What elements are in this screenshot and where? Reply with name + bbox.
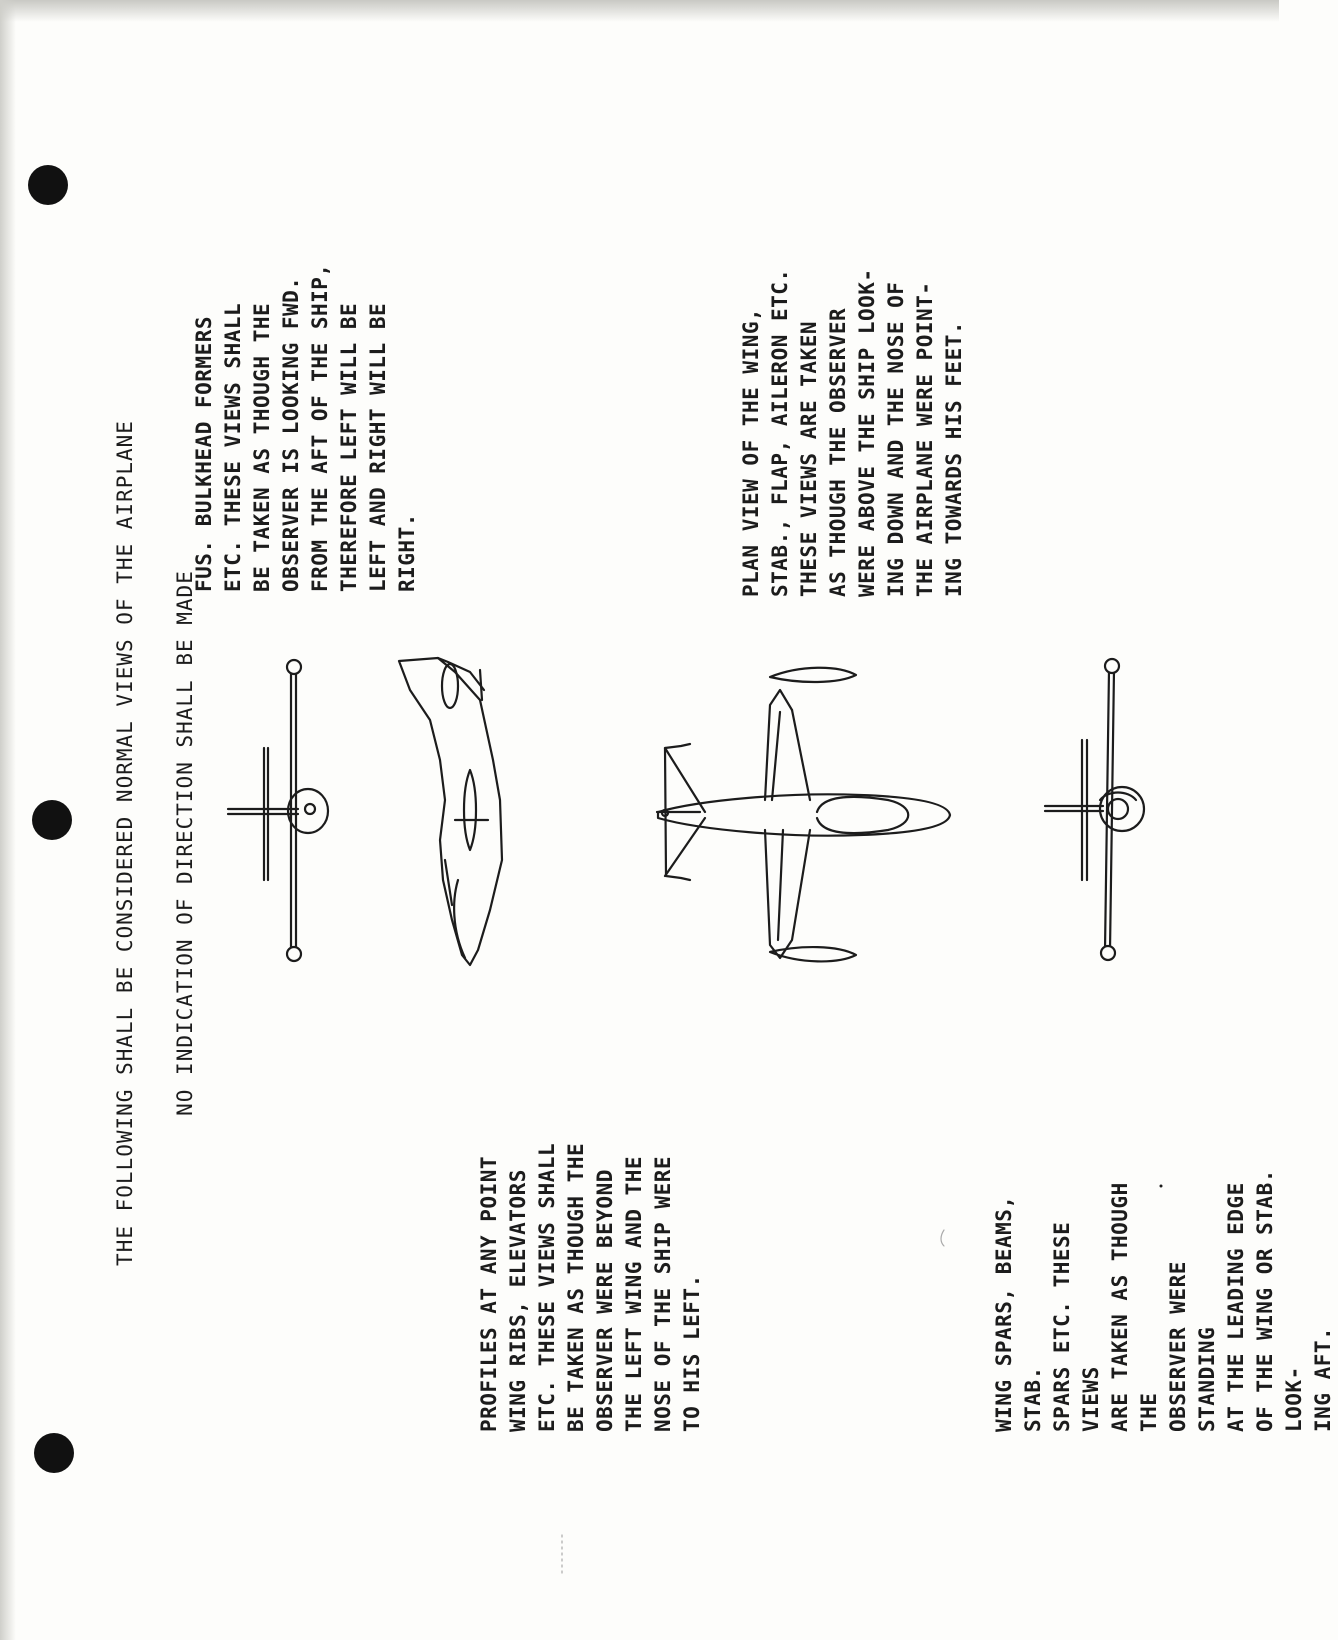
heading-line-1: THE FOLLOWING SHALL BE CONSIDERED NORMAL VIEWS OF THE AIRPLANE	[113, 420, 137, 1266]
plan-view-note: PLAN VIEW OF THE WING, STAB., FLAP, AILERON ETC. THESE VIEWS ARE TAKEN AS THOUGH THE OBSERVER WERE ABOVE THE SHIP LOOK- ING DOWN AND THE NOSE OF THE AIRPLANE WERE POINT- ING TOWARDS HIS FEET.	[739, 268, 966, 597]
airplane-front-view-icon	[1045, 659, 1144, 960]
airplane-rear-view-icon	[228, 660, 328, 961]
profile-view-note: PROFILES AT ANY POINT WING RIBS, ELEVATORS ETC. THESE VIEWS SHALL BE TAKEN AS THOUGH THE OBSERVER WERE BEYOND THE LEFT WING AND THE NOSE OF THE SHIP WERE TO HIS LEFT.	[477, 1142, 704, 1432]
paper-speck-marks	[562, 1185, 1163, 1576]
spar-view-note: WING SPARS, BEAMS, STAB. SPARS ETC. THESE VIEWS ARE TAKEN AS THOUGH THE OBSERVER WERE STANDING AT THE LEADING EDGE OF THE WING OR STAB. LOOK- ING AFT.	[992, 1169, 1335, 1432]
airplane-plan-view-icon	[657, 668, 950, 962]
heading-line-2: NO INDICATION OF DIRECTION SHALL BE MADE	[173, 570, 197, 1116]
airplane-side-view-icon	[399, 658, 502, 965]
bulkhead-view-note: FUS. BULKHEAD FORMERS ETC. THESE VIEWS SHALL BE TAKEN AS THOUGH THE OBSERVER IS LOOKING FWD. FROM THE AFT OF THE SHIP, THEREFORE LEFT WILL BE LEFT AND RIGHT WILL BE RIGHT.	[192, 263, 419, 592]
